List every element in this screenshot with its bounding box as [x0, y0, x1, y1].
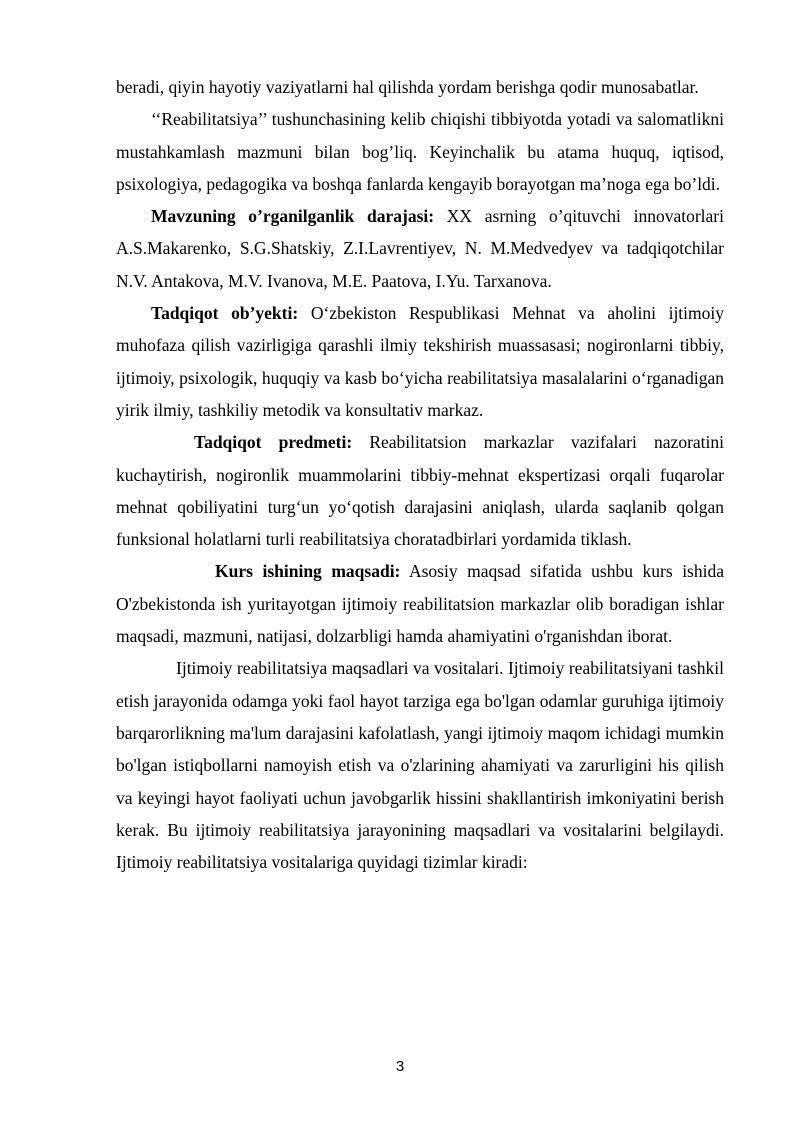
page-number: 3: [395, 1058, 405, 1075]
paragraph-text: beradi, qiyin hayotiy vaziyatlarni hal qilishda yordam berishga qodir munosabatlar.: [116, 77, 699, 97]
paragraph-research-object: [116, 297, 724, 426]
paragraph-lead: Kurs ishining maqsadi:: [215, 561, 401, 582]
paragraph-lead: Mavzuning o’rganilganlik darajasi:: [151, 206, 435, 227]
paragraph-lead: Tadqiqot predmeti:: [194, 432, 353, 453]
paragraph-text: XX asrning o’qituvchi innovatorlari A.S.Makarenko, S.G.Shatskiy, Z.I.Lavrentiyev, N. M.Medvedyev va tadqiqotchilar N.V. Antakova, M.V. Ivanova, M.E. Paatova, I.Yu. Tarxanova.: [116, 206, 724, 291]
paragraph-research-subject: [116, 426, 724, 555]
paragraph-text: Asosiy maqsad sifatida ushbu kurs ishida O'zbekistonda ish yuritayotgan ijtimoiy reabilitatsion markazlar olib boradigan ishlar maqsadi, mazmuni, natijasi, dolzarbligi hamda ahamiyatini o'rganishdan iborat.: [116, 561, 724, 647]
paragraph-text: O‘zbekiston Respublikasi Mehnat va aholini ijtimoiy muhofaza qilish vazirligiga qarashli ilmiy tekshirish muassasasi; nogironlarni tibbiy, ijtimoiy, psixologik, huquqiy va kasb bo‘yicha reabilitatsiya masalalarini o‘rganadigan yirik ilmiy, tashkiliy metodik va konsultativ markaz.: [116, 303, 725, 420]
paragraph-study-degree: [116, 200, 724, 297]
paragraph-course-goal: [116, 555, 724, 652]
paragraph-lead: Tadqiqot ob’yekti:: [151, 303, 299, 324]
paragraph-continuation: [116, 71, 724, 103]
paragraph-text: Ijtimoiy reabilitatsiya maqsadlari va vositalari. Ijtimoiy reabilitatsiyani tashkil etish jarayonida odamga yoki faol hayot tarziga ega bo'lgan odamlar guruhiga ijtimoiy barqarorlikning ma'lum darajasini kafolatlash, yangi ijtimoiy maqom ichidagi mumkin bo'lgan istiqbollarni namoyish etish va o'zlarining ahamiyati va zarurligini his qilish va keyingi hayot faoliyati uchun javobgarlik hissini shakllantirish imkoniyatini berish kerak. Bu ijtimoiy reabilitatsiya jarayonining maqsadlari va vositalarini belgilaydi. Ijtimoiy reabilitatsiya vositalariga quyidagi tizimlar kiradi:: [116, 658, 724, 873]
paragraph-text: ‘‘Reabilitatsiya’’ tushunchasining kelib chiqishi tibbiyotda yotadi va salomatlikni mustahkamlash mazmuni bilan bog’liq. Keyinchalik bu atama huquq, iqtisod, psixologiya, pedagogika va boshqa fanlarda kengayib borayotgan ma’noga ega bo’ldi.: [116, 109, 724, 194]
paragraph-rehabilitation-concept: [116, 103, 724, 200]
paragraph-social-rehabilitation: [116, 652, 724, 878]
paragraph-text: Reabilitatsion markazlar vazifalari nazoratini kuchaytirish, nogironlik muammolarini tibbiy-mehnat ekspertizasi orqali fuqarolar mehnat qobiliyatini turg‘un yo‘qotish darajasini aniqlash, ularda saqlanib qolgan funksional holatlarni turli reabilitatsiya choratadbirlari yordamida tiklash.: [116, 432, 725, 550]
page-body: [116, 71, 724, 878]
